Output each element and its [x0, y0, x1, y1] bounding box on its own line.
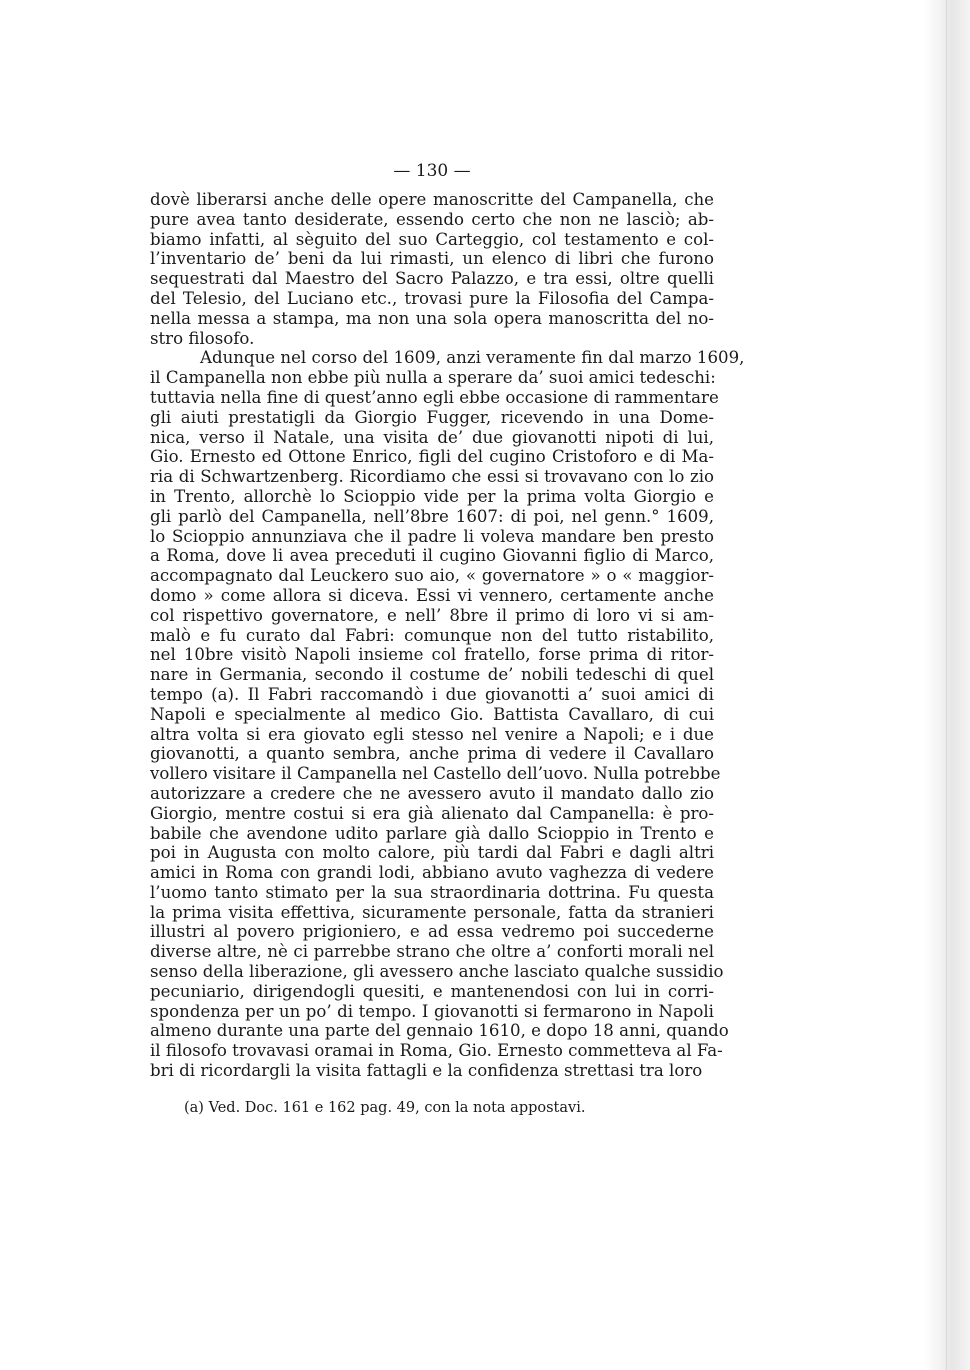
text-line: senso della liberazione, gli avessero anche lasciato qualche sussidio [150, 962, 724, 982]
text-line: tuttavia nella fine di quest’anno egli ebbe occasione di rammentare [150, 387, 719, 407]
text-line: nare in Germania, secondo il costume de’ nobili tedeschi di quel [150, 665, 714, 685]
text-line: gli parlò del Campanella, nell’8bre 1607: di poi, nel genn.° 1609, [150, 506, 714, 526]
text-line: stro filosofo. [150, 328, 255, 348]
text-line: in Trento, allorchè lo Scioppio vide per la prima volta Giorgio e [150, 486, 714, 506]
text-line: bri di ricordargli la visita fattagli e la confidenza strettasi tra loro [150, 1061, 703, 1081]
book-page [150, 158, 745, 1118]
text-line: l’uomo tanto stimato per la sua straordinaria dottrina. Fu questa [150, 882, 714, 902]
text-line: autorizzare a credere che ne avessero avuto il mandato dallo zio [150, 783, 714, 803]
text-line: gli aiuti prestatigli da Giorgio Fugger, ricevendo in una Dome- [150, 407, 714, 427]
text-line: vollero visitare il Campanella nel Castello dell’uovo. Nulla potrebbe [150, 764, 721, 784]
text-line: il filosofo trovavasi oramai in Roma, Gio. Ernesto commetteva al Fa- [150, 1041, 723, 1061]
text-line: Adunque nel corso del 1609, anzi veramente fin dal marzo 1609, [200, 348, 745, 368]
text-line: accompagnato dal Leuckero suo aio, « governatore » o « maggior- [150, 566, 714, 586]
text-line: nica, verso il Natale, una visita de’ due giovanotti nipoti di lui, [150, 427, 714, 447]
text-line: almeno durante una parte del gennaio 1610, e dopo 18 anni, quando [150, 1021, 729, 1041]
text-line: la prima visita effettiva, sicuramente personale, fatta da stranieri [150, 902, 714, 922]
text-line: Gio. Ernesto ed Ottone Enrico, figli del cugino Cristoforo e di Ma- [150, 447, 714, 467]
text-line: babile che avendone udito parlare già dallo Scioppio in Trento e [150, 823, 714, 843]
text-line: ria di Schwartzenberg. Ricordiamo che essi si trovavano con lo zio [150, 467, 714, 487]
page-edge-shadow [924, 0, 970, 1370]
body-text [150, 190, 745, 1081]
text-line: poi in Augusta con molto calore, più tardi dal Fabri e dagli altri [150, 843, 714, 863]
paragraph-2 [150, 348, 745, 1081]
text-line: pecuniario, dirigendogli quesiti, e mantenendosi con lui in corri- [150, 981, 714, 1001]
text-line: amici in Roma con grandi lodi, abbiano avuto vaghezza di vedere [150, 863, 714, 883]
text-line: lo Scioppio annunziava che il padre li voleva mandare ben presto [150, 526, 714, 546]
page-number: — 130 — [393, 161, 471, 181]
text-line: nella messa a stampa, ma non una sola opera manoscritta del no- [150, 308, 714, 328]
text-line: col rispettivo governatore, e nell’ 8bre il primo di loro vi si am- [150, 605, 714, 625]
text-line: sequestrati dal Maestro del Sacro Palazzo, e tra essi, oltre quelli [150, 269, 714, 289]
text-line: domo » come allora si diceva. Essi vi vennero, certamente anche [150, 585, 714, 605]
footnote: (a) Ved. Doc. 161 e 162 pag. 49, con la nota appostavi. [184, 1099, 586, 1116]
text-line: spondenza per un po’ di tempo. I giovanotti si fermarono in Napoli [150, 1001, 714, 1021]
text-line: Napoli e specialmente al medico Gio. Battista Cavallaro, di cui [150, 704, 714, 724]
text-line: malò e fu curato dal Fabri: comunque non del tutto ristabilito, [150, 625, 714, 645]
text-line: l’inventario de’ beni da lui rimasti, un elenco di libri che furono [150, 249, 714, 269]
text-line: illustri al povero prigioniero, e ad essa vedremo poi succederne [150, 922, 714, 942]
text-line: nel 10bre visitò Napoli insieme col fratello, forse prima di ritor- [150, 645, 714, 665]
text-line: il Campanella non ebbe più nulla a sperare da’ suoi amici tedeschi: [150, 368, 716, 388]
text-line: del Telesio, del Luciano etc., trovasi pure la Filosofia del Campa- [150, 288, 714, 308]
paragraph-1 [150, 190, 714, 348]
text-line: altra volta si era giovato egli stesso nel venire a Napoli; e i due [150, 724, 714, 744]
text-line: tempo (a). Il Fabri raccomandò i due giovanotti a’ suoi amici di [150, 684, 714, 704]
text-line: giovanotti, a quanto sembra, anche prima di vedere il Cavallaro [150, 744, 714, 764]
text-line: biamo infatti, al sèguito del suo Carteggio, col testamento e col- [150, 229, 714, 249]
text-line: diverse altre, nè ci parrebbe strano che oltre a’ conforti morali nel [150, 942, 714, 962]
text-line: dovè liberarsi anche delle opere manoscritte del Campanella, che [150, 190, 714, 209]
text-line: pure avea tanto desiderate, essendo certo che non ne lasciò; ab- [150, 209, 714, 229]
text-line: a Roma, dove li avea preceduti il cugino Giovanni figlio di Marco, [150, 546, 714, 566]
text-line: Giorgio, mentre costui si era già alienato dal Campanella: è pro- [150, 803, 714, 823]
